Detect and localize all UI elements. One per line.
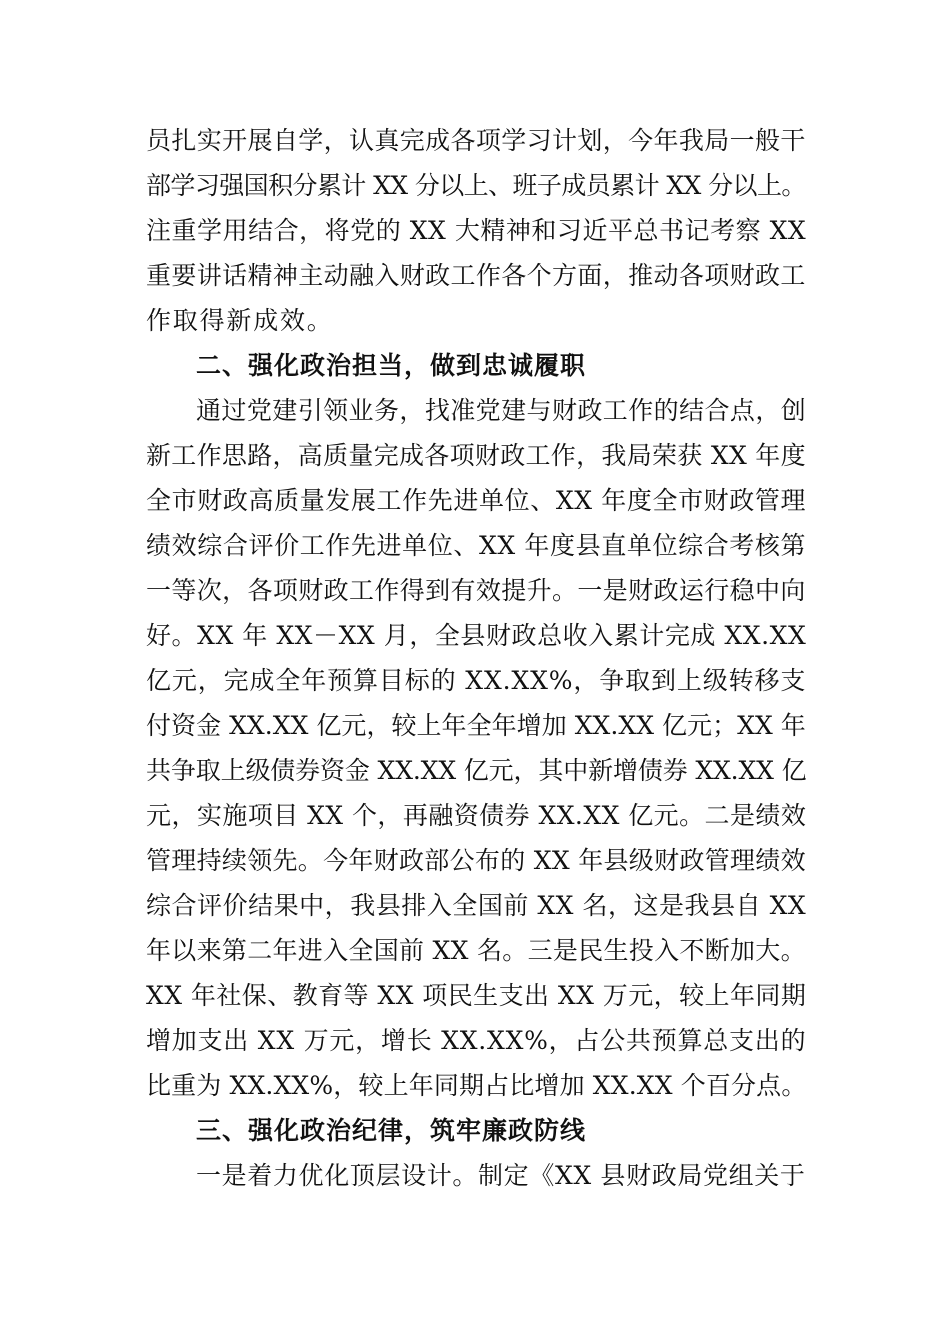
- body-line: 元，实施项目 XX 个，再融资债券 XX.XX 亿元。二是绩效: [146, 801, 807, 830]
- body-line: 一等次，各项财政工作得到有效提升。一是财政运行稳中向: [146, 576, 806, 605]
- body-line: 部学习强国积分累计 XX 分以上、班子成员累计 XX 分以上。: [146, 171, 806, 200]
- body-line: 综合评价结果中，我县排入全国前 XX 名，这是我县自 XX: [146, 891, 807, 920]
- body-line: XX 年社保、教育等 XX 项民生支出 XX 万元，较上年同期: [146, 981, 807, 1010]
- body-line: 作取得新成效。: [146, 306, 334, 335]
- body-line: 年以来第二年进入全国前 XX 名。三是民生投入不断加大。: [146, 936, 806, 965]
- body-line: 亿元，完成全年预算目标的 XX.XX%，争取到上级转移支: [146, 666, 807, 695]
- body-line: 管理持续领先。今年财政部公布的 XX 年县级财政管理绩效: [146, 846, 806, 875]
- body-line: 付资金 XX.XX 亿元，较上年全年增加 XX.XX 亿元；XX 年: [146, 711, 806, 740]
- paragraph-first-line: 一是着力优化顶层设计。制定《XX 县财政局党组关于: [196, 1161, 806, 1190]
- body-line: 注重学用结合，将党的 XX 大精神和习近平总书记考察 XX: [146, 216, 807, 245]
- body-line: 新工作思路，高质量完成各项财政工作，我局荣获 XX 年度: [146, 441, 806, 470]
- body-line: 全市财政高质量发展工作先进单位、XX 年度全市财政管理: [146, 486, 807, 515]
- body-line: 重要讲话精神主动融入财政工作各个方面，推动各项财政工: [146, 261, 806, 290]
- paragraph-first-line: 通过党建引领业务，找准党建与财政工作的结合点，创: [196, 396, 807, 425]
- body-line: 比重为 XX.XX%，较上年同期占比增加 XX.XX 个百分点。: [146, 1071, 807, 1100]
- section-heading-3: 三、强化政治纪律，筑牢廉政防线: [196, 1116, 587, 1145]
- body-line: 员扎实开展自学，认真完成各项学习计划，今年我局一般干: [146, 126, 806, 155]
- body-line: 好。XX 年 XX－XX 月，全县财政总收入累计完成 XX.XX: [146, 621, 807, 650]
- body-line: 增加支出 XX 万元，增长 XX.XX%，占公共预算总支出的: [146, 1026, 807, 1055]
- body-line: 共争取上级债券资金 XX.XX 亿元，其中新增债券 XX.XX 亿: [146, 756, 807, 785]
- body-line: 绩效综合评价工作先进单位、XX 年度县直单位综合考核第: [146, 531, 807, 560]
- section-heading-2: 二、强化政治担当，做到忠诚履职: [196, 351, 587, 380]
